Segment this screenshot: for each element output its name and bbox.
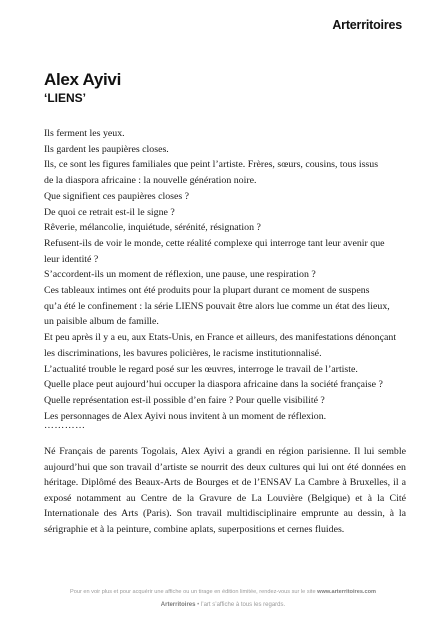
artist-name: Alex Ayivi	[44, 70, 122, 89]
poem-line: De quoi ce retrait est-il le signe ?	[44, 206, 175, 218]
poem-line: Que signifient ces paupières closes ?	[44, 190, 190, 202]
brand-logo: Arterritoires	[332, 18, 402, 32]
poem-line: Refusent-ils de voir le monde, cette réalité complexe qui interroge tant leur avenir que	[44, 237, 385, 249]
poem-line: qu’a été le confinement : la série LIENS pouvait être alors lue comme un état des lieux,	[44, 300, 390, 312]
poem-line: S’accordent-ils un moment de réflexion, une pause, une respiration ?	[44, 269, 316, 281]
poem-line: les discriminations, les bavures policières, le racisme institutionnalisé.	[44, 347, 322, 359]
series-title: ‘LIENS’	[44, 91, 87, 105]
poem-line: Quelle représentation est-il possible d’en faire ? Pour quelle visibilité ?	[44, 394, 325, 406]
footer-tagline	[0, 602, 446, 608]
footer-text: Pour en voir plus et pour acquérir une affiche ou un tirage en édition limitée, rendez-vous sur le site	[70, 589, 318, 595]
artist-bio	[44, 420, 406, 538]
title-block	[44, 70, 121, 106]
poem-line: Ils ferment les yeux.	[44, 128, 125, 139]
poem-line: de la diaspora africaine : la nouvelle génération noire.	[44, 175, 257, 187]
poem-line: Ils gardent les paupières closes.	[44, 143, 169, 155]
poem-line: un paisible album de famille.	[44, 316, 159, 328]
footer-brand: Arterritoires	[160, 602, 196, 608]
footer-info	[0, 589, 446, 595]
poem-line: L’actualité trouble le regard posé sur les œuvres, interroge le travail de l’artiste.	[44, 363, 358, 375]
footer-slogan: • l’art s’affiche à tous les regards.	[195, 602, 286, 608]
poem-line: Ces tableaux intimes ont été produits pour la plupart durant ce moment de suspens	[44, 285, 370, 297]
poem-text	[44, 126, 406, 424]
section-separator: …………	[44, 420, 86, 431]
poem-line: Les personnages de Alex Ayivi nous invitent à un moment de réflexion.	[44, 410, 327, 422]
poem-line: Rêverie, mélancolie, inquiétude, sérénité, résignation ?	[44, 222, 261, 234]
poem-line: Quelle place peut aujourd’hui occuper la diaspora africaine dans la société française ?	[44, 379, 383, 391]
bio-paragraph: Né Français de parents Togolais, Alex Ayivi a grandi en région parisienne. Il lui semble aujourd’hui que son travail d’artiste se nourrit des deux cultures qui lui ont été données en héritage. Diplômé des Beaux-Arts de Bourges et de l’ENSAV La Cambre à Bruxelles, il a exposé notamment au Centre de la Gravure de La Louvière (Belgique) et à la Cité Internationale des Arts (Paris). Son travail multidisciplinaire emprunte au dessin, à la sérigraphie et à la peinture, combine aplats, superpositions et cernes fluides.	[44, 446, 406, 535]
poem-line: Ils, ce sont les figures familiales que peint l’artiste. Frères, sœurs, cousins, tous issus	[44, 159, 379, 171]
poem-line: leur identité ?	[44, 253, 99, 265]
website-link[interactable]: www.arterritoires.com	[317, 589, 376, 595]
poem-line: Et peu après il y a eu, aux Etats-Unis, en France et ailleurs, des manifestations dénonçant	[44, 332, 397, 344]
